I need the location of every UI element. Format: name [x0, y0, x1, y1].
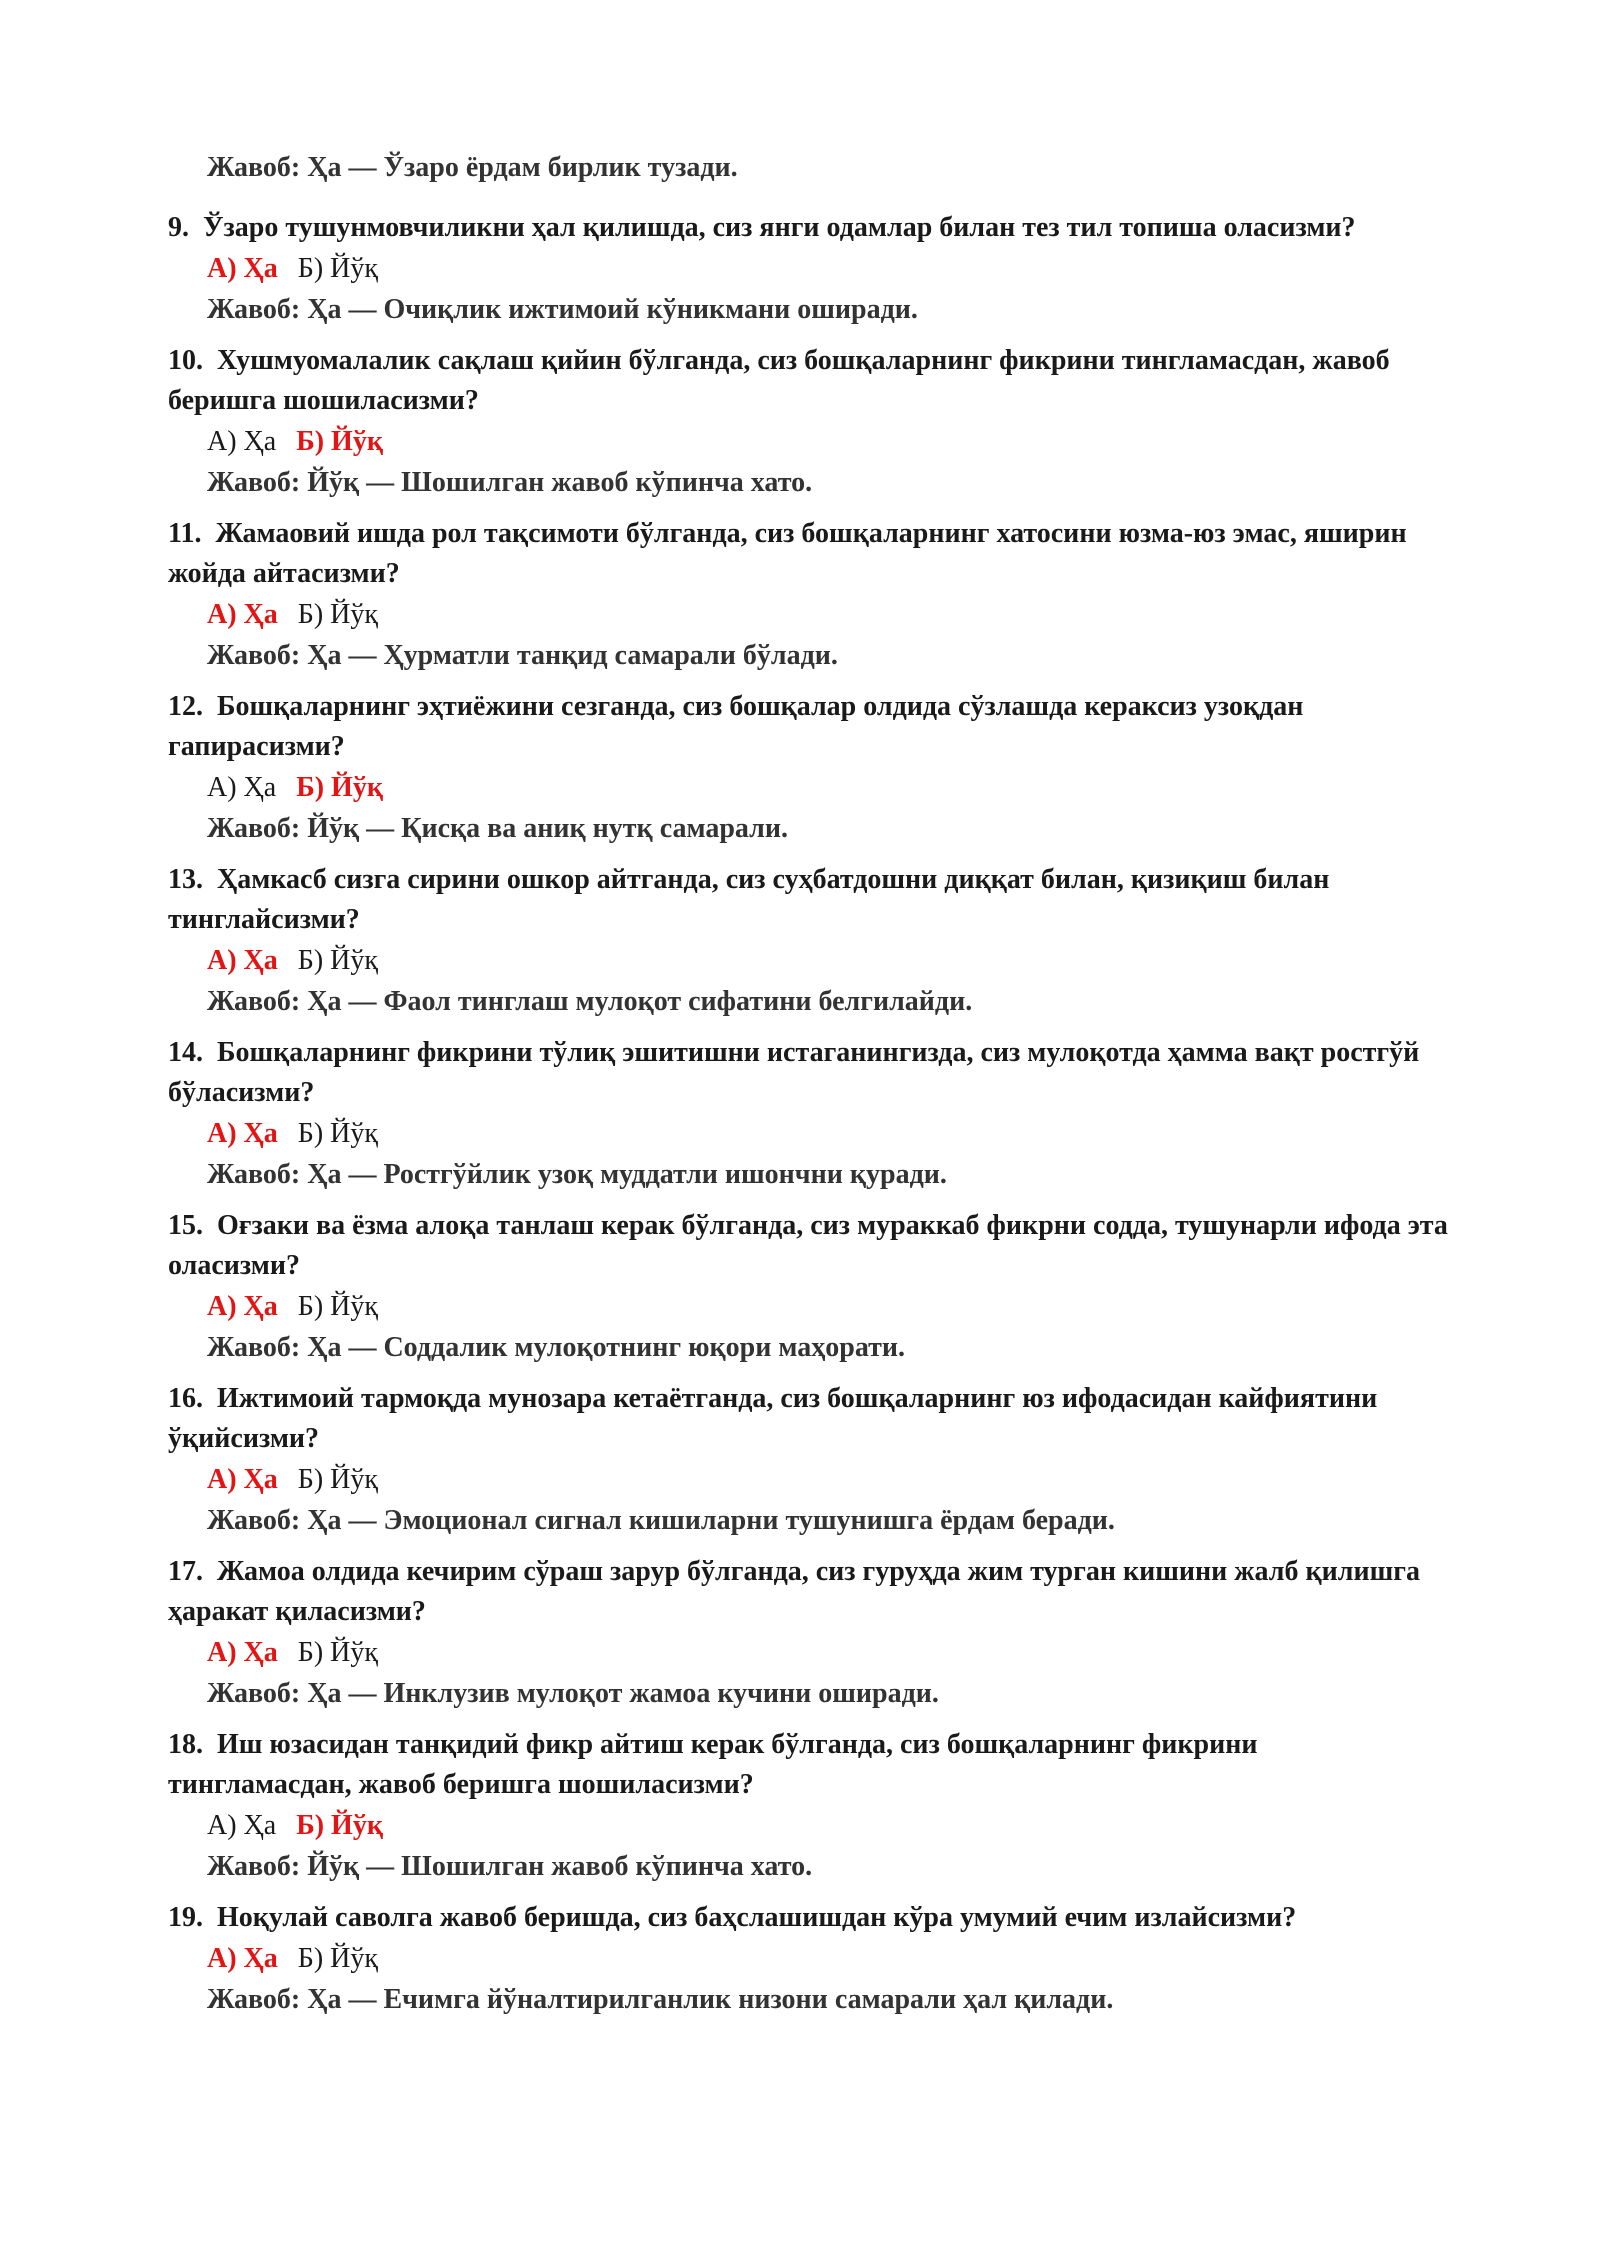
question-text	[168, 341, 1448, 421]
question-body: Бошқаларнинг эҳтиёжини сезганда, сиз бошқалар олдида сўзлашда кераксиз узоқдан гапирасизми?	[168, 691, 1304, 762]
answer-options	[207, 1632, 1448, 1674]
answer-options	[207, 594, 1448, 636]
answer-options	[207, 940, 1448, 982]
question-number: 15.	[168, 1210, 203, 1241]
question-item	[168, 1552, 1448, 1714]
correct-option: А) Ҳа	[207, 599, 278, 630]
question-list	[168, 208, 1448, 2031]
question-text	[168, 1898, 1448, 1938]
question-item	[168, 1898, 1448, 2020]
question-body: Хушмуомалалик сақлаш қийин бўлганда, сиз бошқаларнинг фикрини тингламасдан, жавоб беришга шошиласизми?	[168, 345, 1390, 416]
question-text	[168, 208, 1448, 248]
question-item	[168, 860, 1448, 1022]
question-number: 11.	[168, 518, 202, 549]
question-item	[168, 1379, 1448, 1541]
question-item	[168, 341, 1448, 503]
question-number: 19.	[168, 1902, 203, 1933]
correct-option: А) Ҳа	[207, 1637, 278, 1668]
question-number: 14.	[168, 1037, 203, 1068]
answer-explanation: Жавоб: Ҳа — Эмоционал сигнал кишиларни тушунишга ёрдам беради.	[207, 1505, 1115, 1536]
question-item	[168, 514, 1448, 676]
question-text	[168, 1552, 1448, 1632]
question-text	[168, 860, 1448, 940]
answer-options	[207, 767, 1448, 809]
question-number: 17.	[168, 1556, 203, 1587]
question-body: Жамоа олдида кечирим сўраш зарур бўлганда, сиз гуруҳда жим турган кишини жалб қилишга ҳаракат қиласизми?	[168, 1556, 1420, 1627]
answer-options	[207, 1286, 1448, 1328]
question-text	[168, 1379, 1448, 1459]
answer-options	[207, 421, 1448, 463]
question-body: Жамаовий ишда рол тақсимоти бўлганда, сиз бошқаларнинг хатосини юзма-юз эмас, яширин жойда айтасизми?	[168, 518, 1407, 589]
answer-explanation: Жавоб: Ҳа — Ҳурматли танқид самарали бўлади.	[207, 640, 838, 671]
option: А) Ҳа	[207, 772, 277, 803]
question-item	[168, 1206, 1448, 1368]
option: Б) Йўқ	[297, 599, 378, 630]
question-number: 12.	[168, 691, 203, 722]
question-number: 9.	[168, 212, 189, 243]
question-item	[168, 687, 1448, 849]
answer-explanation: Жавоб: Ҳа — Ростгўйлик узоқ муддатли ишончни қуради.	[207, 1159, 947, 1190]
answer-options	[207, 1938, 1448, 1980]
correct-option: Б) Йўқ	[296, 772, 383, 803]
option: Б) Йўқ	[297, 1637, 378, 1668]
option: А) Ҳа	[207, 1810, 277, 1841]
answer-explanation: Жавоб: Ҳа — Очиқлик ижтимоий кўникмани оширади.	[207, 294, 918, 325]
question-number: 10.	[168, 345, 203, 376]
correct-option: А) Ҳа	[207, 1118, 278, 1149]
answer-explanation: Жавоб: Ҳа — Соддалик мулоқотнинг юқори маҳорати.	[207, 1332, 905, 1363]
option: Б) Йўқ	[297, 1464, 378, 1495]
answer-options	[207, 1113, 1448, 1155]
question-body: Ижтимоий тармоқда мунозара кетаётганда, сиз бошқаларнинг юз ифодасидан кайфиятини ўқийсизми?	[168, 1383, 1378, 1454]
question-text	[168, 1725, 1448, 1805]
correct-option: А) Ҳа	[207, 253, 278, 284]
question-body: Ҳамкасб сизга сирини ошкор айтганда, сиз суҳбатдошни диққат билан, қизиқиш билан тинглайсизми?	[168, 864, 1330, 935]
option: Б) Йўқ	[297, 1291, 378, 1322]
answer-explanation: Жавоб: Ҳа — Фаол тинглаш мулоқот сифатини белгилайди.	[207, 986, 973, 1017]
answer-options	[207, 1459, 1448, 1501]
question-text	[168, 687, 1448, 767]
answer-explanation: Жавоб: Йўқ — Қисқа ва аниқ нутқ самарали.	[207, 813, 788, 844]
answer-options	[207, 248, 1448, 290]
question-body: Ноқулай саволга жавоб беришда, сиз баҳслашишдан кўра умумий ечим излайсизми?	[217, 1902, 1297, 1933]
option: А) Ҳа	[207, 426, 277, 457]
answer-explanation: Жавоб: Ҳа — Ечимга йўналтирилганлик низони самарали ҳал қилади.	[207, 1984, 1114, 2015]
question-text	[168, 1206, 1448, 1286]
question-text	[168, 1033, 1448, 1113]
correct-option: А) Ҳа	[207, 1943, 278, 1974]
answer-explanation: Жавоб: Йўқ — Шошилган жавоб кўпинча хато.	[207, 467, 813, 498]
question-body: Оғзаки ва ёзма алоқа танлаш керак бўлганда, сиз мураккаб фикрни содда, тушунарли ифода эта оласизми?	[168, 1210, 1448, 1281]
question-item	[168, 1033, 1448, 1195]
question-body: Иш юзасидан танқидий фикр айтиш керак бўлганда, сиз бошқаларнинг фикрини тингламасдан, жавоб беришга шошиласизми?	[168, 1729, 1258, 1800]
correct-option: Б) Йўқ	[296, 426, 383, 457]
option: Б) Йўқ	[297, 945, 378, 976]
question-number: 18.	[168, 1729, 203, 1760]
correct-option: А) Ҳа	[207, 945, 278, 976]
answer-explanation: Жавоб: Ҳа — Инклузив мулоқот жамоа кучини оширади.	[207, 1678, 939, 1709]
question-number: 13.	[168, 864, 203, 895]
option: Б) Йўқ	[297, 1118, 378, 1149]
question-number: 16.	[168, 1383, 203, 1414]
correct-option: Б) Йўқ	[296, 1810, 383, 1841]
question-body: Ўзаро тушунмовчиликни ҳал қилишда, сиз янги одамлар билан тез тил топиша оласизми?	[203, 212, 1356, 243]
answer-options	[207, 1805, 1448, 1847]
question-text	[168, 514, 1448, 594]
question-item	[168, 208, 1448, 330]
correct-option: А) Ҳа	[207, 1464, 278, 1495]
question-body: Бошқаларнинг фикрини тўлиқ эшитишни истаганингизда, сиз мулоқотда ҳамма вақт ростгўй бўласизми?	[168, 1037, 1420, 1108]
answer-explanation: Жавоб: Йўқ — Шошилган жавоб кўпинча хато.	[207, 1851, 813, 1882]
previous-answer: Жавоб: Ҳа — Ўзаро ёрдам бирлик тузади.	[207, 152, 738, 183]
correct-option: А) Ҳа	[207, 1291, 278, 1322]
question-item	[168, 1725, 1448, 1887]
option: Б) Йўқ	[297, 253, 378, 284]
option: Б) Йўқ	[297, 1943, 378, 1974]
